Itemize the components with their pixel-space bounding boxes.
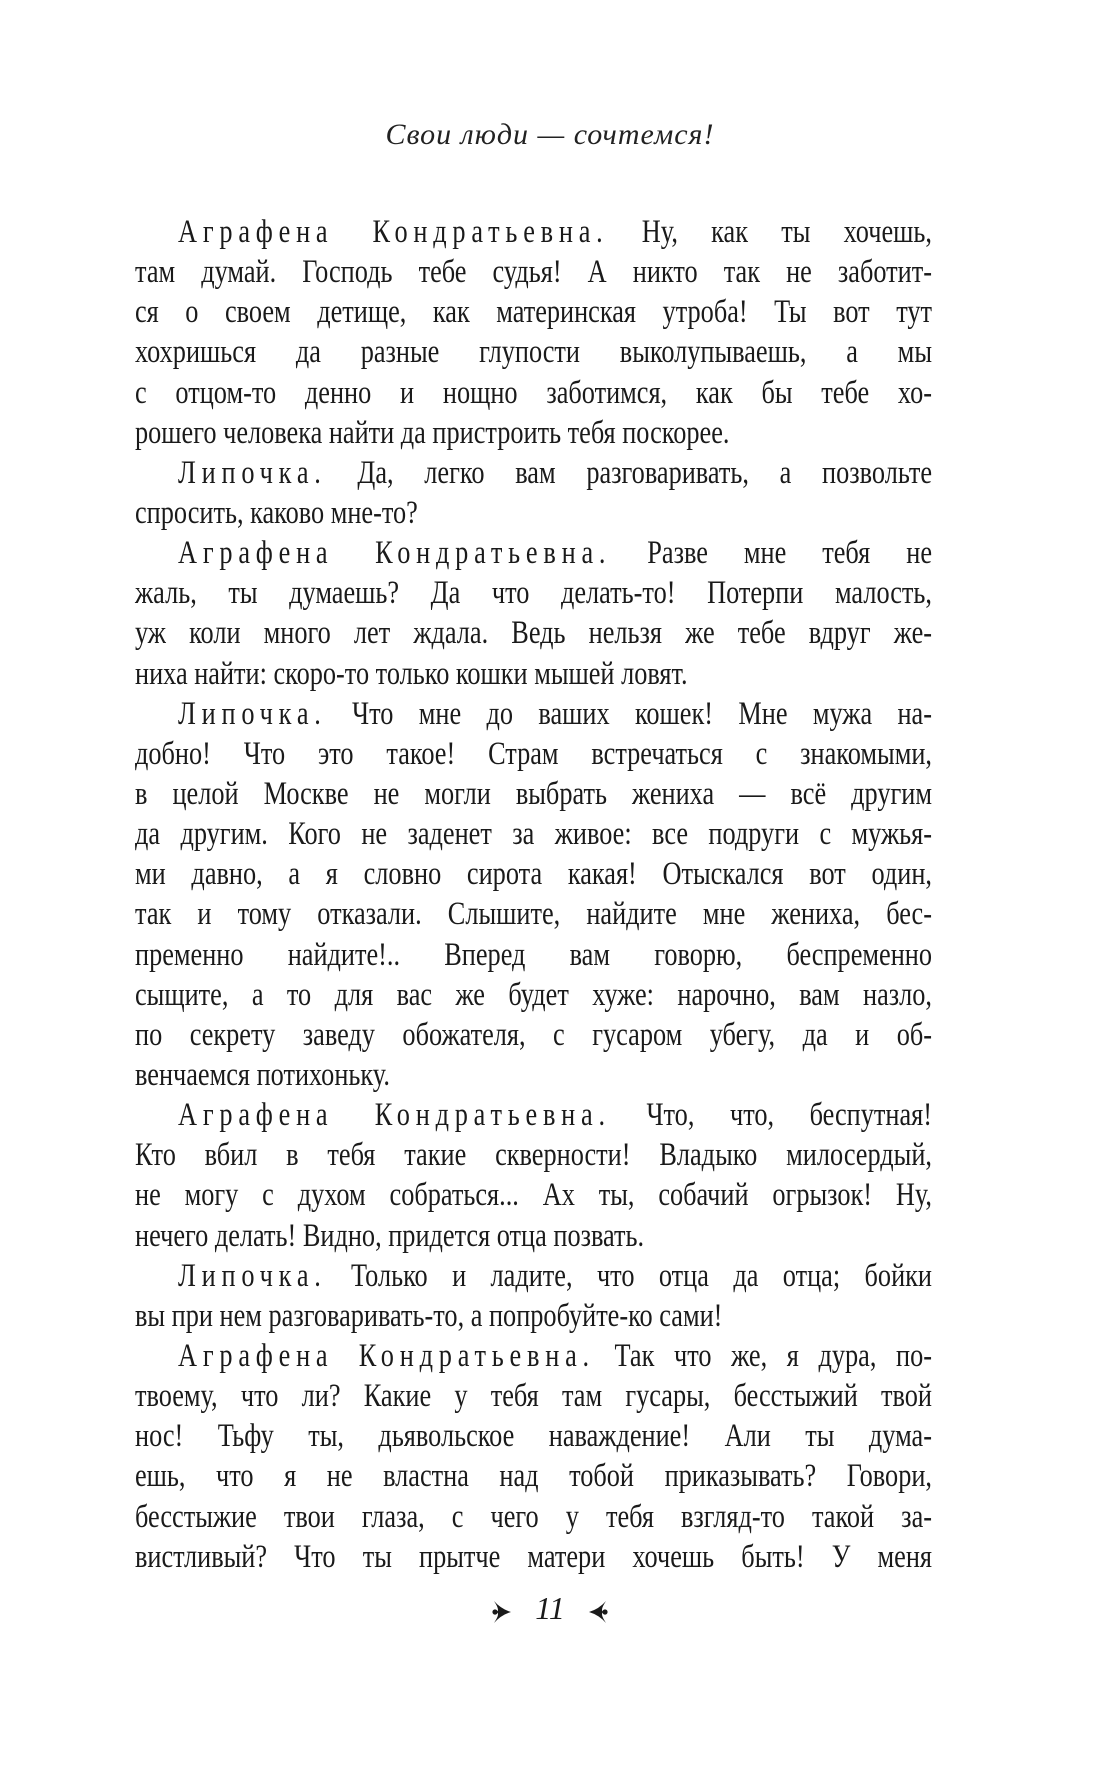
line-text: Да, легко вам разговаривать, а позвольте xyxy=(326,454,933,491)
text-line-content xyxy=(135,252,932,292)
line-text: Кто вбил в тебя такие скверности! Владыко милосердый, xyxy=(135,1137,932,1174)
text-line-content xyxy=(135,493,932,533)
line-text: ся о своем детище, как материнская утроба! Ты вот тут xyxy=(135,294,932,331)
text-line-content xyxy=(135,1416,932,1456)
text-line xyxy=(135,734,932,774)
text-line-content xyxy=(135,694,932,734)
line-text: рошего человека найти да пристроить тебя поскорее. xyxy=(135,414,730,451)
text-line-content xyxy=(135,814,932,854)
text-line xyxy=(135,1336,932,1376)
speaker-name: Аграфена Кондратьевна. xyxy=(178,214,609,250)
text-line-content xyxy=(135,654,932,694)
text-line-content xyxy=(135,1095,932,1135)
line-text: твоему, что ли? Какие у тебя там гусары, бесстыжий твой xyxy=(135,1378,932,1415)
text-line xyxy=(135,1376,932,1416)
text-line xyxy=(135,774,932,814)
text-line xyxy=(135,332,932,372)
line-text: вистливый? Что ты прытче матери хочешь быть! У меня xyxy=(135,1538,932,1575)
text-line xyxy=(135,1256,932,1296)
line-text: Что, что, беспутная! xyxy=(610,1097,933,1134)
text-line xyxy=(135,212,932,252)
speaker-name: Аграфена Кондратьевна. xyxy=(178,1337,595,1374)
speaker-name: Липочка. xyxy=(178,695,327,732)
speaker-name: Аграфена Кондратьевна. xyxy=(178,535,612,572)
running-head: Свои люди — сочтемся! xyxy=(385,118,715,151)
text-line xyxy=(135,292,932,332)
line-text: хохришься да разные глупости выколупываешь, а мы xyxy=(135,334,932,371)
text-line-content xyxy=(135,533,932,573)
text-line-content xyxy=(135,734,932,774)
line-text: венчаемся потихоньку. xyxy=(135,1056,390,1093)
text-line-content xyxy=(135,854,932,894)
speaker-name: Аграфена Кондратьевна. xyxy=(178,1097,611,1134)
text-line-content xyxy=(135,1456,932,1496)
text-line xyxy=(135,573,932,613)
text-line-content xyxy=(135,1135,932,1175)
text-line-content xyxy=(135,774,932,814)
text-line xyxy=(135,1296,932,1336)
text-line-content xyxy=(135,373,932,413)
text-line-content xyxy=(135,1216,932,1256)
line-text: жаль, ты думаешь? Да что делать-то! Потерпи малость, xyxy=(135,575,932,612)
text-line-content xyxy=(135,292,932,332)
text-line xyxy=(135,935,932,975)
line-text: по секрету заведу обожателя, с гусаром убегу, да и об- xyxy=(135,1016,932,1053)
speaker-name: Липочка. xyxy=(178,454,327,491)
line-text: не могу с духом собраться... Ах ты, собачий огрызок! Ну, xyxy=(135,1177,932,1214)
line-text: там думай. Господь тебе судья! А никто так не заботит- xyxy=(135,254,932,291)
text-line xyxy=(135,413,932,453)
text-line xyxy=(135,1216,932,1256)
text-line xyxy=(135,1537,932,1577)
text-line-content xyxy=(135,1537,932,1577)
line-text: в целой Москве не могли выбрать жениха — всё другим xyxy=(135,775,932,812)
line-text: Ну, как ты хочешь, xyxy=(608,214,932,250)
text-line xyxy=(135,1175,932,1215)
ornament-right-icon xyxy=(587,1599,609,1625)
line-text: ми давно, а я словно сирота какая! Отыскался вот один, xyxy=(135,856,932,893)
text-line xyxy=(135,1015,932,1055)
text-line-content xyxy=(135,573,932,613)
text-line xyxy=(135,854,932,894)
line-text: спросить, каково мне-то? xyxy=(135,494,418,531)
text-line-content xyxy=(135,1497,932,1537)
text-line-content xyxy=(135,1296,932,1336)
line-text: бесстыжие твои глаза, с чего у тебя взгляд-то такой за- xyxy=(135,1498,932,1535)
line-text: добно! Что это такое! Страм встречаться с знакомыми, xyxy=(135,735,932,772)
text-line xyxy=(135,373,932,413)
text-line xyxy=(135,694,932,734)
line-text: Только и ладите, что отца да отца; бойки xyxy=(326,1257,933,1294)
line-text: да другим. Кого не заденет за живое: все подруги с мужья- xyxy=(135,816,932,853)
line-text: сыщите, а то для вас же будет хуже: нарочно, вам назло, xyxy=(135,976,932,1013)
text-line xyxy=(135,894,932,934)
speaker-name: Липочка. xyxy=(178,1257,327,1294)
text-line xyxy=(135,1135,932,1175)
text-line-content xyxy=(135,1376,932,1416)
text-line-content xyxy=(135,1175,932,1215)
text-line-content xyxy=(135,1055,932,1095)
line-text: нечего делать! Видно, придется отца позвать. xyxy=(135,1217,645,1254)
line-text: ешь, что я не властна над тобой приказывать? Говори, xyxy=(135,1458,932,1495)
text-line-content xyxy=(135,613,932,653)
page-number-footer xyxy=(0,1590,1100,1627)
text-line-content xyxy=(135,1336,932,1376)
ornament-left-icon xyxy=(491,1599,513,1625)
text-line-content xyxy=(135,1256,932,1296)
body-text xyxy=(135,212,932,1577)
text-line xyxy=(135,252,932,292)
text-line xyxy=(135,654,932,694)
page-number: 11 xyxy=(535,1590,565,1626)
text-line xyxy=(135,533,932,573)
line-text: нос! Тьфу ты, дьявольское наваждение! Али ты дума- xyxy=(135,1418,932,1455)
text-line-content xyxy=(135,413,932,453)
text-line xyxy=(135,1416,932,1456)
line-text: ниха найти: скоро-то только кошки мышей ловят. xyxy=(135,655,688,692)
text-line-content xyxy=(135,935,932,975)
text-line xyxy=(135,1055,932,1095)
text-line-content xyxy=(135,212,932,252)
line-text: Так что же, я дура, по- xyxy=(594,1337,932,1374)
line-text: уж коли много лет ждала. Ведь нельзя же тебе вдруг же- xyxy=(135,615,932,652)
text-line xyxy=(135,814,932,854)
text-line-content xyxy=(135,453,932,493)
text-line xyxy=(135,1456,932,1496)
text-line-content xyxy=(135,1015,932,1055)
text-line-content xyxy=(135,975,932,1015)
line-text: вы при нем разговаривать-то, а попробуйте-ко сами! xyxy=(135,1297,723,1334)
text-line xyxy=(135,453,932,493)
line-text: так и тому отказали. Слышите, найдите мне жениха, бес- xyxy=(135,896,932,933)
text-line xyxy=(135,493,932,533)
text-line xyxy=(135,975,932,1015)
line-text: Разве мне тебя не xyxy=(611,535,932,572)
text-line xyxy=(135,613,932,653)
text-line-content xyxy=(135,332,932,372)
line-text: пременно найдите!.. Вперед вам говорю, беспременно xyxy=(135,936,932,973)
line-text: Что мне до ваших кошек! Мне мужа на- xyxy=(326,695,933,732)
text-line xyxy=(135,1095,932,1135)
line-text: с отцом-то денно и нощно заботимся, как бы тебе хо- xyxy=(135,374,932,411)
text-line xyxy=(135,1497,932,1537)
text-line-content xyxy=(135,894,932,934)
